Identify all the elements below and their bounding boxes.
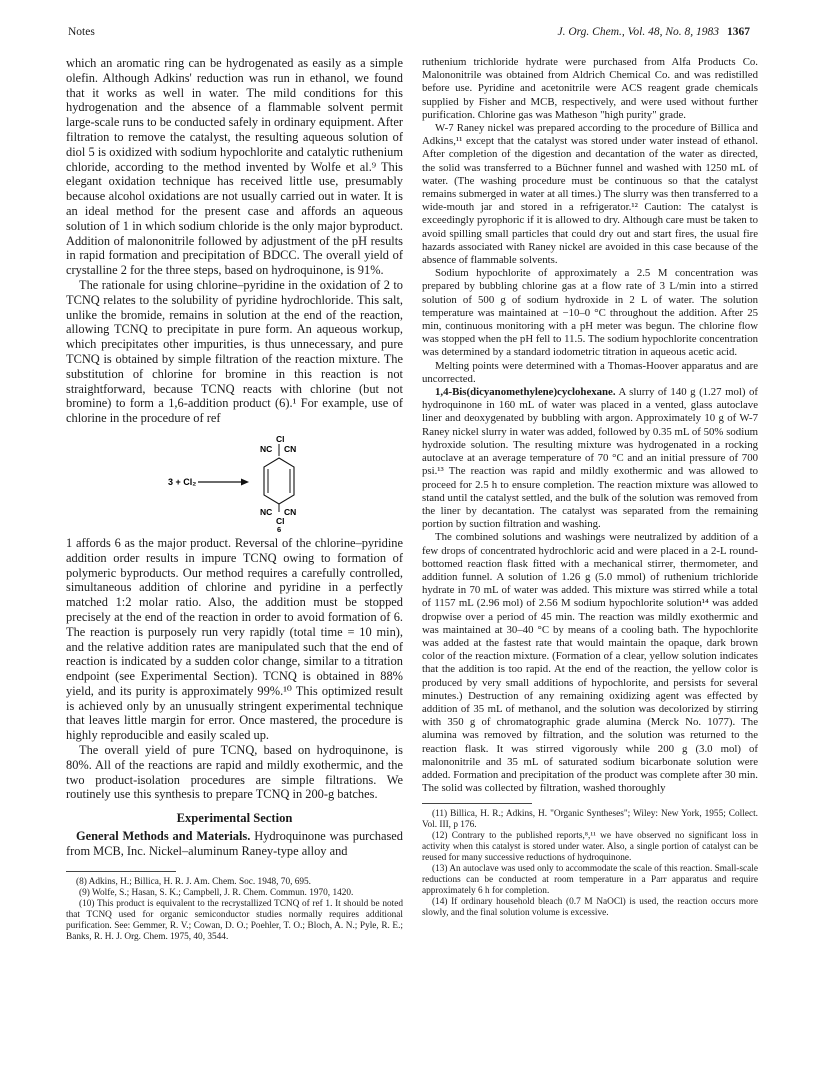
top-nc-label: NC — [260, 443, 273, 454]
body-paragraph: The overall yield of pure TCNQ, based on hydroquinone, is 80%. All of the reactions are rapid and mildly exothermic, and the two product-isolation procedures are simple filtrations. We routinely use this synthesis to prepare TCNQ in 200-g batches. — [66, 743, 403, 802]
running-head-journal — [557, 26, 750, 38]
compound-number: 6 — [277, 524, 282, 532]
footnotes-left — [66, 871, 403, 943]
top-cl-label: Cl — [276, 433, 285, 444]
body-paragraph: The combined solutions and washings were neutralized by addition of a few drops of concentrated hydrochloric acid and were placed in a 2-L round-bottomed reaction flask fitted with a mechanical stirrer, thermometer, and addition funnel. A solution of 1.26 g (5.0 mmol) of ruthenium trichloride hydrate in 70 mL of water was added. This mixture was stirred while a total of 1157 mL (2.96 mol) of 2.56 M sodium hypochlorite solution¹⁴ was added dropwise over a period of 45 min. The reaction was mildly exothermic and was maintained at 30–40 °C by means of a cooling bath. The hypochlorite was added at the fastest rate that would maintain the opaque, dark brown color of the reaction mixture. (Formation of a clear, yellow solution indicates that the addition is too rapid. At the end of the reaction, the yellow color is produced by very small additions of hypochlorite, and persists for several minutes.) Destruction of any remaining oxidizing agent was effected by addition of 35 mL of methanol, and the solution was decolorized by stirring with 350 g of chromatographic grade alumina (Merck No. 1077). The alumina was removed by filtration, and the solution was returned to the reaction flask. It was stirred vigorously while 200 g (3.0 mol) of malononitrile and 35 mL of saturated sodium bicarbonate solution were added. Formation and precipitation of the product was complete after 30 min. The solid was collected by filtration, washed thoroughly — [422, 531, 758, 795]
procedure-paragraph — [422, 386, 758, 531]
paragraph-text: Hydroquinone was purchased from MCB, Inc. Nickel–aluminum Raney-type alloy and — [66, 829, 404, 859]
footnote: (8) Adkins, H.; Billica, H. R. J. Am. Chem. Soc. 1948, 70, 695. — [76, 876, 312, 887]
footnote: (10) This product is equivalent to the recrystallized TCNQ of ref 1. It should be noted that TCNQ used for organic semiconductor studies normally requires additional purification. See: Gemmer, R. V.; Cowan, D. O.; Poehler, T. O.; Bloch, A. N.; Pyle, R. E.; Banks, R. H. J. Org. Chem. 1975, 40, 3544. — [66, 898, 403, 942]
reaction-arrowhead — [241, 478, 249, 485]
run-in-heading: General Methods and Materials. — [76, 829, 251, 844]
right-column — [422, 56, 758, 919]
body-paragraph: Sodium hypochlorite of approximately a 2.5 M concentration was prepared by bubbling chlorine gas at a flow rate of 3 L/min into a stirred solution of 500 g of sodium hydroxide in 2 L of water. The solution temperature was maintained at −10–0 °C throughout the addition. After 25 min, continuous monitoring with a pH meter was begun. The chlorine flow was stopped when the pH fell to 11.5. The sodium hypochlorite concentration was determined by a standard iodometric titration in aqueous acetic acid. — [422, 267, 758, 359]
footnote-rule — [66, 871, 176, 872]
bottom-cl-label: Cl — [276, 515, 285, 526]
journal-citation: J. Org. Chem., Vol. 48, No. 8, 1983 — [557, 26, 719, 38]
footnote-rule — [422, 803, 532, 804]
body-paragraph: ruthenium trichloride hydrate were purchased from Alfa Products Co. Malononitrile was obtained from Aldrich Chemical Co. and was redistilled before use. Pyridine and acetonitrile were ACS reagent grade chemicals supplied by Fisher and MCB, respectively, and were used without further purification. Chlorine gas was Matheson "high purity" grade. — [422, 56, 758, 121]
chlorination-scheme-graphic — [66, 430, 403, 532]
body-paragraph: 1 affords 6 as the major product. Reversal of the chlorine–pyridine addition order results in impure TCNQ owing to formation of polymeric byproducts. Our method requires a carefully controlled, simultaneous addition of chlorine and pyridine in a perfectly matched 1:2 molar ratio. Also, the addition must be stopped precisely at the end of the reaction in order to avoid formation of 6. The reaction is purposely run very rapidly (total time = 10 min), and the relative addition rates are manipulated such that the end of reaction is indicated by a sudden color change, similar to a titration endpoint (see Experimental Section). TCNQ is obtained in 88% yield, and its purity is approximately 99%.¹⁰ This optimized result is achieved only by an unusually stringent experimental technique that leaves little margin for error. Once mastered, the procedure is highly reproducible and easily scaled up. — [66, 535, 403, 743]
body-paragraph: W-7 Raney nickel was prepared according to the procedure of Billica and Adkins,¹¹ except that the catalyst was stored under water instead of ethanol. After completion of the digestion and decantation of the water as directed, the solid was transferred to a Büchner funnel and washed with 1250 mL of water. (The washing procedure must be continuous so that the catalyst remains submerged in water at all times.) The slurry was then transferred to a wide-mouth jar and stored in a refrigerator.¹² Caution: The catalyst is exceedingly pyrophoric if it is allowed to dry. Although care must be taken to avoid spilling small particles that could dry out and start fires, the usual fire hazards associated with Raney nickel are avoided in this case because of the absence of flammable solvents. — [422, 122, 758, 267]
chemical-scheme — [66, 430, 403, 532]
body-paragraph: The rationale for using chlorine–pyridine in the oxidation of 2 to TCNQ relates to the solubility of pyridine hydrochloride. This salt, unlike the bromide, remains in solution at the end of the reaction, allowing TCNQ to precipitate in pure form. An aqueous workup, which precipitates other impurities, is thus unnecessary, and pure TCNQ is obtained by simple filtration of the reaction mixture. The substitution of chlorine for bromine in this reaction is not straightforward, because TCNQ reacts with chlorine (but not bromine) to form a 1,6-addition product (6).¹ For example, use of chlorine in the procedure of ref — [66, 277, 403, 426]
footnote: (12) Contrary to the published reports,⁸,¹¹ we have observed no significant loss in activity when this catalyst is stored under water. Also, a single portion of catalyst can be reused for many successive reductions of hydroquinone. — [422, 831, 758, 864]
section-heading: Experimental Section — [176, 811, 293, 826]
top-cn-label: CN — [284, 443, 297, 454]
scheme-reagent: 3 + Cl₂ — [168, 476, 197, 487]
footnote: (11) Billica, H. R.; Adkins, H. "Organic Syntheses"; Wiley: New York, 1955; Collect. Vol. III, p 176. — [422, 809, 758, 831]
body-paragraph: Melting points were determined with a Thomas-Hoover apparatus and are uncorrected. — [422, 359, 758, 385]
general-methods-paragraph — [66, 829, 403, 859]
running-head-section: Notes — [68, 26, 95, 38]
left-column — [66, 56, 403, 943]
run-in-heading: 1,4-Bis(dicyanomethylene)cyclohexane. — [435, 386, 616, 399]
paragraph-text: A slurry of 140 g (1.27 mol) of hydroquinone in 160 mL of water was placed in a vented, glass autoclave liner and deoxygenated by bubbling with argon. Approximately 10 g of W-7 Raney nickel slurry in water was added, followed by 0.35 mL of 50% sodium hydroxide solution. The resulting mixture was hydrogenated in a rocking autoclave at an average temperature of 70 °C and an initial pressure of 700 psi.¹³ The reaction was rapid and mildly exothermic and was allowed to proceed for 2.5 h to ensure completion. The reaction mixture was allowed to stand until the catalyst settled, and the bulk of the solution was removed from the liner by decantation. The catalyst was separated from the remaining portion by suction filtration and washing. — [422, 386, 758, 531]
footnotes-right — [422, 803, 758, 919]
bottom-cn-label: CN — [284, 506, 297, 517]
page-number: 1367 — [727, 26, 750, 38]
footnote: (9) Wolfe, S.; Hasan, S. K.; Campbell, J. R. Chem. Commun. 1970, 1420. — [79, 887, 354, 898]
footnote: (14) If ordinary household bleach (0.7 M NaOCl) is used, the reaction occurs more slowly, and the final solution volume is excessive. — [422, 897, 758, 919]
bottom-nc-label: NC — [260, 506, 273, 517]
body-paragraph: which an aromatic ring can be hydrogenated as easily as a simple olefin. Although Adkins' reduction was run in ethanol, we found that it works as well in water. The mild conditions for this hydrogenation and the absence of a flammable solvent permit large-scale runs to be conducted safely in ordinary equipment. After filtration to remove the catalyst, the resulting aqueous solution of diol 5 is oxidized with sodium hypochlorite and catalytic ruthenium chloride, according to the method invented by Wolfe et al.⁹ This elegant oxidation technique has received little use, presumably because alcohol oxidations are not usually carried out in water. It is an ideal method for the present case and affords an aqueous solution of 1 in which sodium chloride is the only major byproduct. Addition of malononitrile followed by adjustment of the pH results in rapid formation and precipitation of BDCC. The overall yield of crystalline 2 for the three steps, based on hydroquinone, is 91%. — [66, 56, 403, 278]
footnote: (13) An autoclave was used only to accommodate the scale of this reaction. Small-scale reductions can be conducted at room temperature in a Parr apparatus and require approximately 6 h for completion. — [422, 864, 758, 897]
